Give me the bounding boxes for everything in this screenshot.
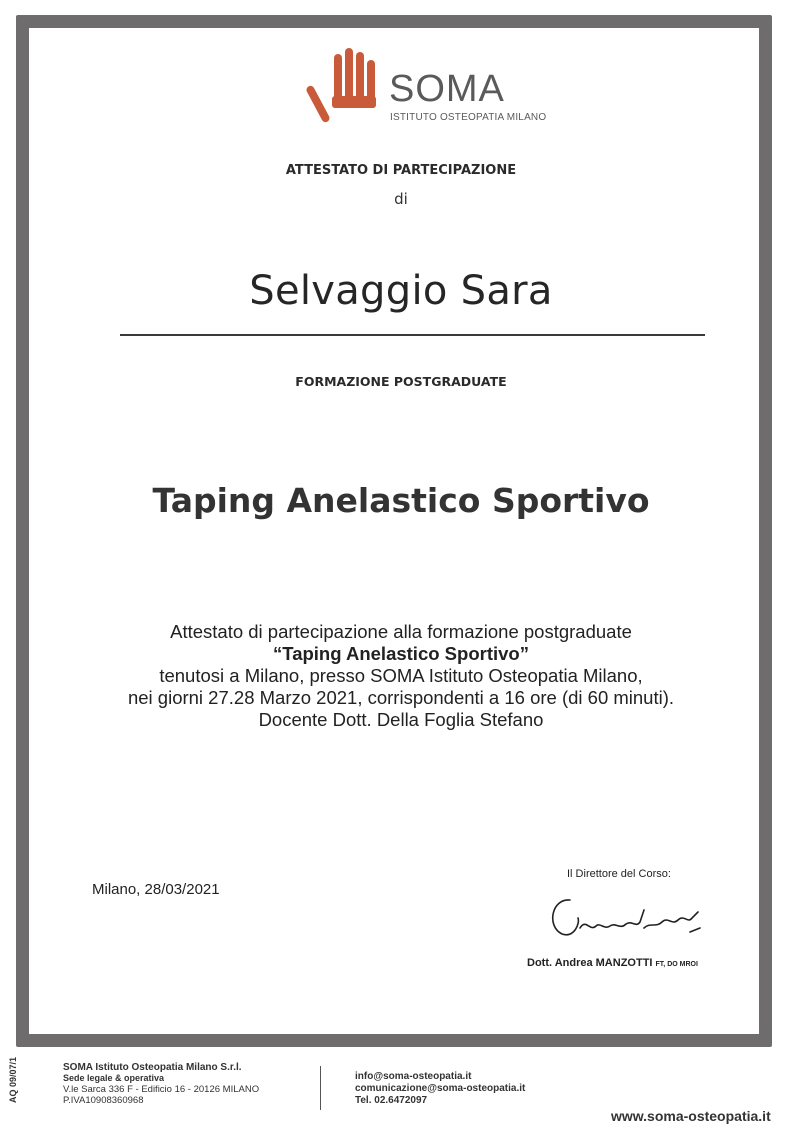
logo-subtitle: ISTITUTO OSTEOPATIA MILANO bbox=[390, 112, 547, 123]
certificate-heading: ATTESTATO DI PARTECIPAZIONE bbox=[285, 163, 517, 178]
hand-icon bbox=[304, 46, 394, 131]
footer-contacts bbox=[355, 1071, 525, 1107]
version-code: AQ 09/07/1 bbox=[8, 1056, 19, 1104]
email-communication[interactable]: comunicazione@soma-osteopatia.it bbox=[355, 1083, 526, 1094]
soma-logo bbox=[304, 46, 547, 131]
description-line: Attestato di partecipazione alla formazione postgraduate bbox=[170, 621, 632, 642]
company-vat: P.IVA10908360968 bbox=[63, 1095, 144, 1106]
logo-wordmark: SOMA bbox=[389, 68, 505, 110]
director-name-text: Dott. Andrea MANZOTTI bbox=[527, 957, 653, 969]
course-title: Taping Anelastico Sportivo bbox=[152, 481, 650, 520]
company-name: SOMA Istituto Osteopatia Milano S.r.l. bbox=[63, 1062, 242, 1073]
director-signature bbox=[540, 888, 720, 948]
place-date: Milano, 28/03/2021 bbox=[92, 881, 220, 898]
company-address: V.le Sarca 336 F - Edificio 16 - 20126 MILANO bbox=[63, 1084, 260, 1095]
director-titles: FT, DO MROI bbox=[655, 961, 698, 968]
footer-divider bbox=[320, 1066, 321, 1110]
connector-text: di bbox=[394, 190, 408, 208]
section-title: FORMAZIONE POSTGRADUATE bbox=[295, 374, 507, 389]
phone-number: Tel. 02.6472097 bbox=[355, 1095, 428, 1106]
name-underline bbox=[120, 334, 705, 336]
description-block bbox=[0, 621, 802, 731]
description-teacher: Docente Dott. Della Foglia Stefano bbox=[258, 709, 544, 730]
description-course: “Taping Anelastico Sportivo” bbox=[273, 643, 529, 664]
description-line: nei giorni 27.28 Marzo 2021, corrispondenti a 16 ore (di 60 minuti). bbox=[127, 687, 675, 708]
email-info[interactable]: info@soma-osteopatia.it bbox=[355, 1071, 472, 1082]
sede-label: Sede legale & operativa bbox=[63, 1073, 165, 1083]
footer-company bbox=[63, 1062, 259, 1106]
director-name bbox=[527, 957, 698, 969]
website-link[interactable]: www.soma-osteopatia.it bbox=[611, 1108, 771, 1124]
director-label: Il Direttore del Corso: bbox=[567, 868, 671, 880]
description-line: tenutosi a Milano, presso SOMA Istituto Osteopatia Milano, bbox=[159, 665, 643, 686]
recipient-name: Selvaggio Sara bbox=[249, 268, 553, 314]
